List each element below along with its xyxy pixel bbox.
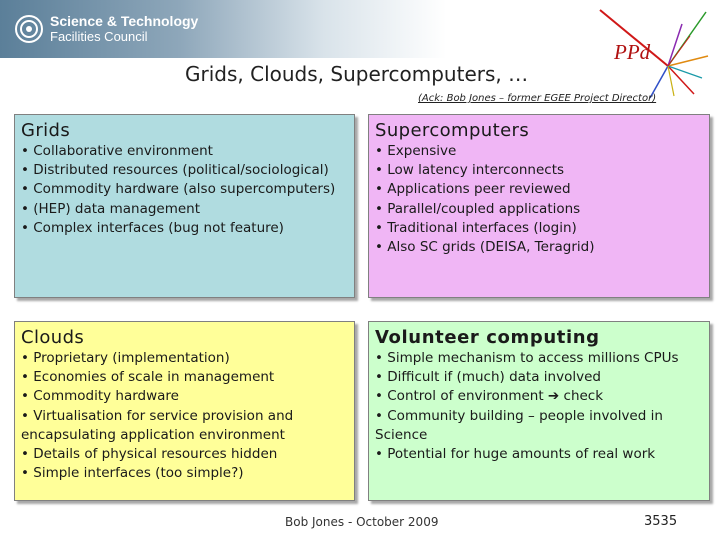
slide-title: Grids, Clouds, Supercomputers, … xyxy=(185,62,529,86)
stfc-logo xyxy=(14,14,198,44)
volunteer-computing-box xyxy=(368,321,710,501)
list-item: • Community building – people involved in Science xyxy=(375,407,663,443)
page-number: 3535 xyxy=(644,514,678,529)
list-item: • Control of environment ➔ check xyxy=(375,388,604,405)
grids-box xyxy=(14,114,355,298)
list-item: • Distributed resources (political/sociological) xyxy=(21,162,329,179)
list-item: • Economies of scale in management xyxy=(21,369,275,386)
logo-line1: Science & Technology xyxy=(50,13,199,29)
list-item: • Commodity hardware (also supercomputers) xyxy=(21,181,336,198)
list-item: • Complex interfaces (bug not feature) xyxy=(21,219,284,236)
list-item: • Details of physical resources hidden xyxy=(21,446,278,463)
footer-author: Bob Jones - October 2009 xyxy=(285,515,439,529)
clouds-list xyxy=(21,349,348,483)
list-item: • Expensive xyxy=(375,143,457,159)
list-item: • Simple mechanism to access millions CPUs xyxy=(375,350,679,366)
volunteer-heading: Volunteer computing xyxy=(375,327,600,348)
list-item: • Potential for huge amounts of real work xyxy=(375,446,656,463)
list-item: • Applications peer reviewed xyxy=(375,181,571,198)
list-item: • Also SC grids (DEISA, Teragrid) xyxy=(375,239,595,256)
list-item: • Simple interfaces (too simple?) xyxy=(21,465,244,482)
grids-list xyxy=(21,142,348,238)
clouds-heading: Clouds xyxy=(21,327,85,348)
ppd-logo-text: PPd xyxy=(614,40,651,64)
supercomputers-box xyxy=(368,114,710,298)
stfc-emblem-icon xyxy=(14,14,44,44)
volunteer-list xyxy=(375,349,703,464)
list-item: • Commodity hardware xyxy=(21,388,179,405)
list-item: • Traditional interfaces (login) xyxy=(375,219,577,236)
acknowledgement: (Ack: Bob Jones – former EGEE Project Director) xyxy=(418,93,657,104)
list-item: • Low latency interconnects xyxy=(375,162,565,179)
clouds-box xyxy=(14,321,355,501)
list-item: • Proprietary (implementation) xyxy=(21,350,230,366)
list-item: • Parallel/coupled applications xyxy=(375,200,581,217)
list-item: • (HEP) data management xyxy=(21,200,201,217)
supercomputers-list xyxy=(375,142,703,257)
list-item: • Difficult if (much) data involved xyxy=(375,369,601,386)
grids-heading: Grids xyxy=(21,120,71,141)
supercomputers-heading: Supercomputers xyxy=(375,120,530,141)
logo-line2: Facilities Council xyxy=(50,29,148,44)
list-item: • Virtualisation for service provision and encapsulating application environment xyxy=(21,407,294,443)
list-item: • Collaborative environment xyxy=(21,143,213,159)
